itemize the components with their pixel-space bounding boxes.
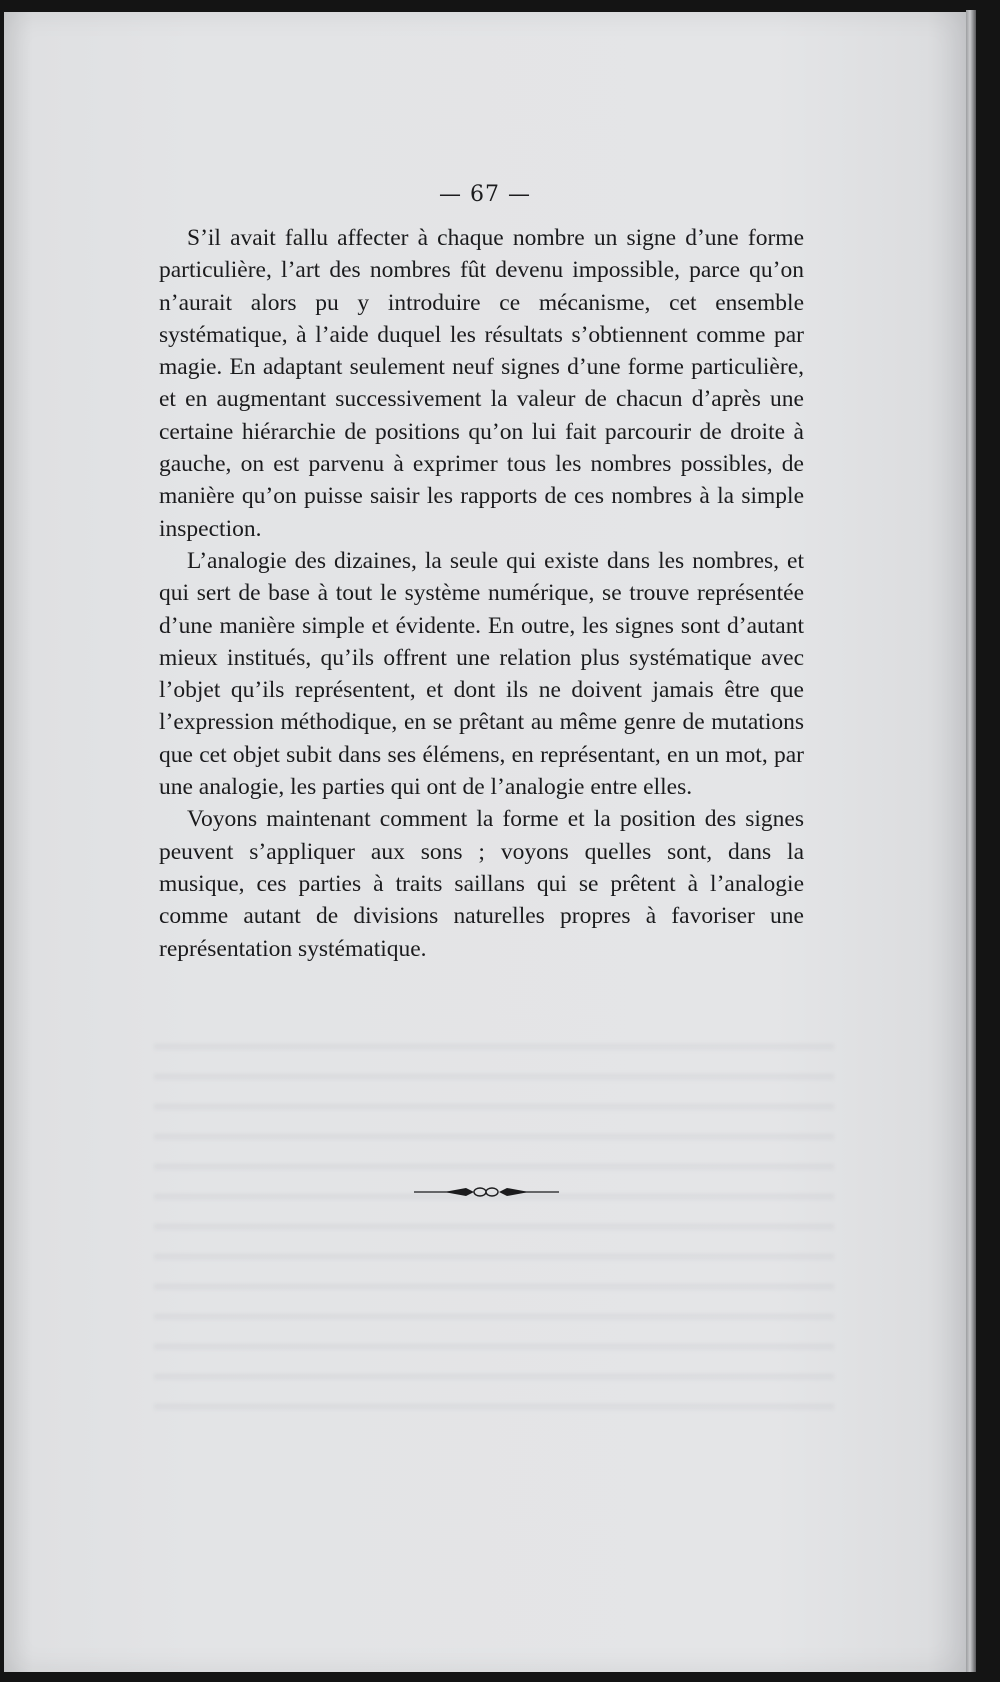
paragraph-1: S’il avait fallu affecter à chaque nombre un signe d’une forme particulière, l’art des nombres fût devenu impossible, parce qu’on n’aurait alors pu y introduire ce mécanisme, cet ensemble systématique, à l’aide duquel les résultats s’obtiennent comme par magie. En adaptant seulement neuf signes d’une forme particulière, et en augmentant successivement la valeur de chacun d’après une certaine hiérarchie de positions qu’on lui fait parcourir de droite à gauche, on est parvenu à exprimer tous les nombres possibles, de manière qu’on puisse saisir les rapports de ces nombres à la simple inspection.: [159, 225, 804, 542]
show-through-text: [154, 1022, 834, 1422]
page-edge-shadow: [966, 10, 976, 1672]
paragraph-2: L’analogie des dizaines, la seule qui existe dans les nombres, et qui sert de base à tout le système numérique, se trouve représentée d’une manière simple et évidente. En outre, les signes sont d’autant mieux institués, qu’ils offrent une relation plus systématique avec l’objet qu’ils représentent, et dont ils ne doivent jamais être que l’expression méthodique, en se prêtant au même genre de mutations que cet objet subit dans ses élémens, en représentant, en un mot, par une analogie, les parties qui ont de l’analogie entre elles.: [159, 547, 804, 801]
body-text: [159, 222, 804, 965]
tailpiece-ornament-icon: [414, 1182, 559, 1202]
paragraph-3: Voyons maintenant comment la forme et la position des signes peuvent s’appliquer aux sons ; voyons quelles sont, dans la musique, ces parties à traits saillans qui se prêtent à l’analogie comme autant de divisions naturelles propres à favoriser une représentation systématique.: [159, 806, 804, 962]
page-number: — 67 —: [439, 182, 531, 207]
book-page: [4, 12, 966, 1672]
